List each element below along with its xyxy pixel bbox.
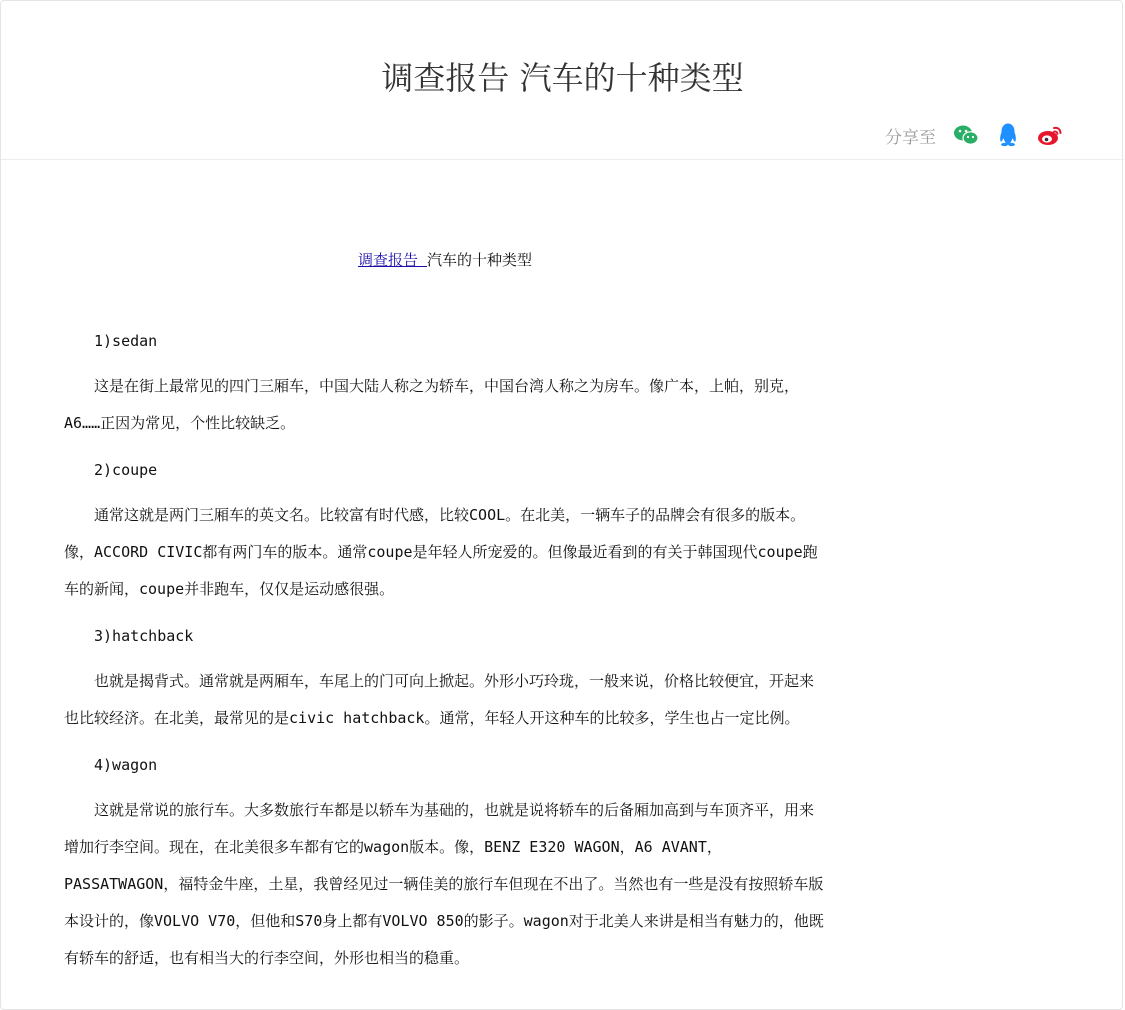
share-bar (885, 122, 1064, 148)
weibo-icon[interactable] (1036, 122, 1064, 148)
section-title: 1)sedan (94, 332, 158, 350)
section-title: 3)hatchback (94, 627, 194, 645)
section-title: 4)wagon (94, 756, 158, 774)
section-paragraph: 这就是常说的旅行车。大多数旅行车都是以轿车为基础的，也就是说将轿车的后备厢加高到与车顶齐平，用来增加行李空间。现在，在北美很多车都有它的wagon版本。像，BENZ E320 WAGON，A6 AVANT，PASSATWAGON，福特金牛座，土星，我曾经见过一辆佳美的旅行车但现在不出了。当然也有一些是没有按照轿车版本设计的，像VOLVO V70，但他和S70身上都有VOLVO 850的影子。wagon对于北美人来讲是相当有魅力的，他既有轿车的舒适，也有相当大的行李空间，外形也相当的稳重。 (64, 801, 824, 967)
heading-link[interactable]: 调查报告 (357, 251, 427, 269)
article-body (64, 242, 826, 983)
heading-text: 汽车的十种类型 (427, 251, 533, 269)
page-title: 调查报告 汽车的十种类型 (381, 59, 744, 97)
article-header (1, 1, 1124, 160)
share-label: 分享至 (885, 127, 936, 148)
section-title: 2)coupe (94, 461, 158, 479)
section-paragraph: 这是在街上最常见的四门三厢车，中国大陆人称之为轿车，中国台湾人称之为房车。像广本，上帕，别克，A6……正因为常见，个性比较缺乏。 (64, 377, 800, 432)
section-paragraph: 也就是揭背式。通常就是两厢车，车尾上的门可向上掀起。外形小巧玲珑，一般来说，价格比较便宜，开起来也比较经济。在北美，最常见的是civic hatchback。通常，年轻人开这种车的比较多，学生也占一定比例。 (64, 672, 815, 727)
article-heading (64, 242, 826, 279)
section-paragraph: 通常这就是两门三厢车的英文名。比较富有时代感，比较COOL。在北美，一辆车子的品牌会有很多的版本。像，ACCORD CIVIC都有两门车的版本。通常coupe是年轻人所宠爱的。但像最近看到的有关于韩国现代coupe跑车的新闻，coupe并非跑车，仅仅是运动感很强。 (64, 506, 818, 598)
wechat-icon[interactable] (952, 122, 980, 148)
qq-icon[interactable] (994, 122, 1022, 148)
